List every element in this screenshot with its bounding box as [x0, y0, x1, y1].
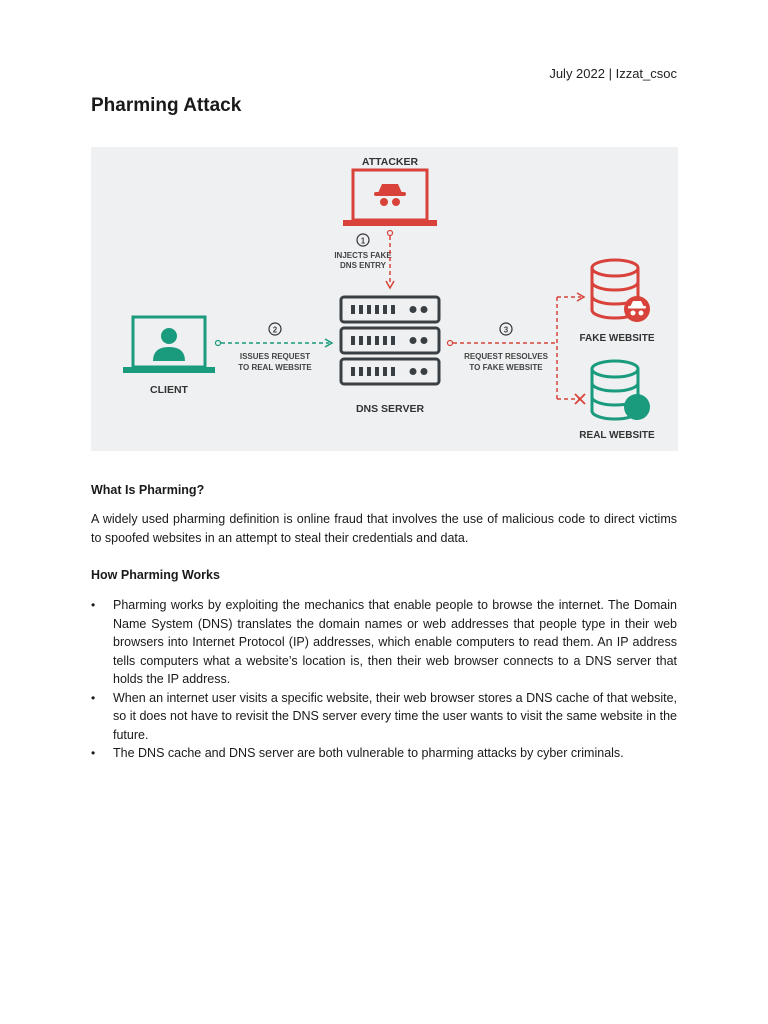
list-item [91, 744, 677, 763]
client-laptop-icon [123, 317, 215, 373]
step1-number: 1 [360, 236, 366, 246]
pharming-diagram [91, 147, 678, 451]
bullet-icon: • [91, 746, 96, 760]
client-to-dns-arrow [216, 339, 333, 347]
page-title: Pharming Attack [91, 95, 242, 116]
real-website-label: REAL WEBSITE [579, 430, 655, 441]
fake-website-label: FAKE WEBSITE [579, 333, 655, 344]
fake-website-database-icon [592, 260, 650, 322]
list-item [91, 596, 677, 689]
bullet-list [91, 596, 677, 763]
step2-number: 2 [272, 325, 278, 335]
step2-label-line1: ISSUES REQUEST [239, 352, 311, 361]
step3-label-line1: REQUEST RESOLVES [464, 352, 548, 361]
step1-label-line1: INJECTS FAKE [334, 251, 392, 260]
step3-number: 3 [503, 325, 509, 335]
list-item-text: When an internet user visits a specific website, their web browser stores a DNS cache of that website, so it does not have to revisit the DNS server every time the user wants to visit the same website in the future. [113, 690, 677, 742]
document-date-author: July 2022 | Izzat_csoc [549, 66, 677, 81]
real-website-database-icon [592, 361, 650, 420]
attacker-label: ATTACKER [361, 156, 419, 168]
step3-label-line2: TO FAKE WEBSITE [469, 363, 543, 372]
step1-label-line2: DNS ENTRY [340, 261, 386, 270]
client-label: CLIENT [150, 384, 188, 396]
dns-server-label: DNS SERVER [355, 403, 425, 415]
bullet-icon: • [91, 690, 96, 705]
dns-server-icon [341, 297, 439, 384]
section-paragraph-definition: A widely used pharming definition is online fraud that involves the use of malicious code to direct victims to spoofed websites in an attempt to steal their credentials and data. [91, 512, 677, 545]
attacker-laptop-icon [343, 170, 437, 226]
list-item [91, 689, 677, 745]
list-item-text: The DNS cache and DNS server are both vulnerable to pharming attacks by cyber criminals. [113, 746, 624, 760]
section-heading-how-pharming-works: How Pharming Works [91, 568, 220, 582]
list-item-text: Pharming works by exploiting the mechanics that enable people to browse the internet. The Domain Name System (DNS) translates the domain names or web addresses that people type in their web browsers into Internet Protocol (IP) addresses, which enable computers to read them. An IP address tells computers what a website’s location is, then their web browser connects to a DNS server that holds the IP address. [113, 598, 677, 686]
dns-to-websites-arrow [448, 293, 586, 404]
section-heading-what-is-pharming: What Is Pharming? [91, 483, 205, 497]
bullet-icon: • [91, 598, 96, 612]
step2-label-line2: TO REAL WEBSITE [238, 363, 312, 372]
